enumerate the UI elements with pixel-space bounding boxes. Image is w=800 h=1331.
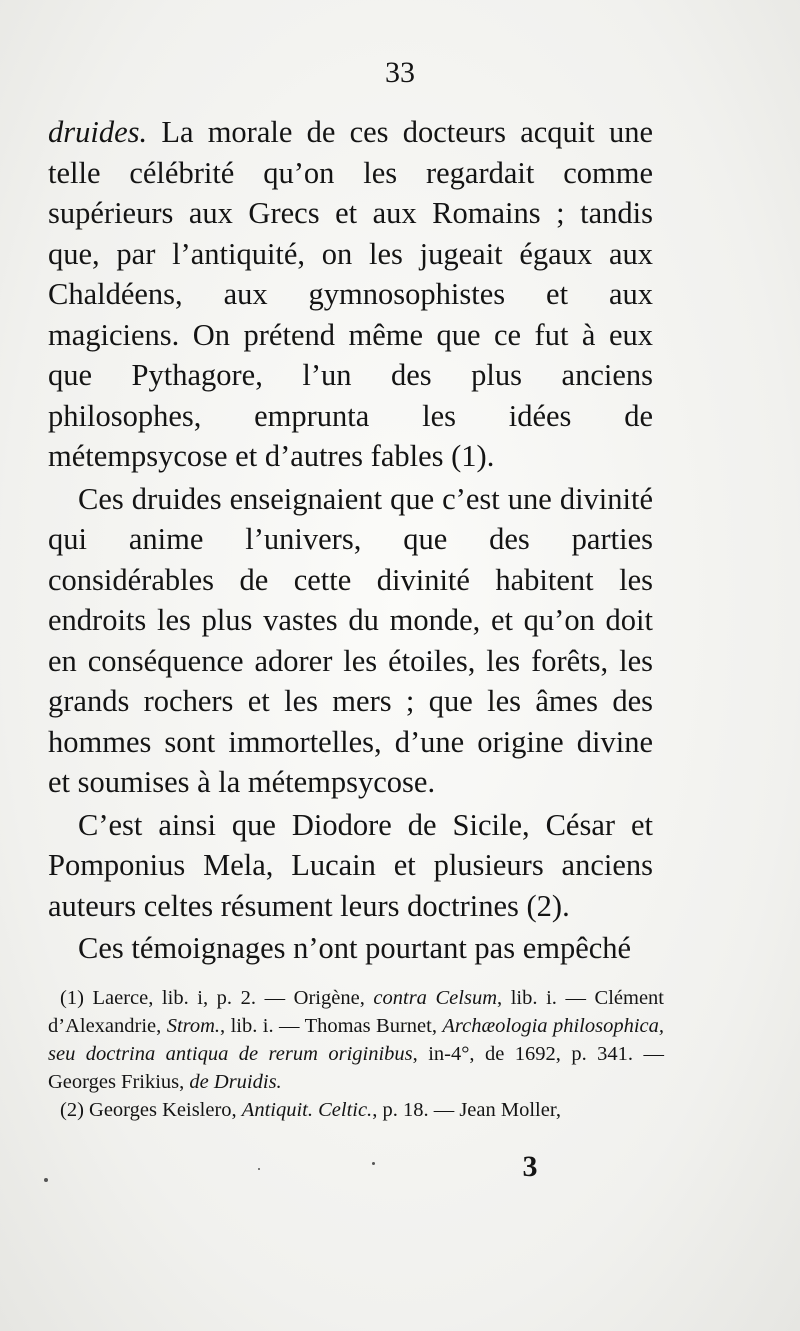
signature-mark: 3: [522, 1150, 538, 1183]
footnote-2-text: , p. 18. — Jean Moller,: [372, 1099, 561, 1121]
footnote-1-title: de Druidis.: [189, 1071, 282, 1093]
footnote-2: [48, 1096, 664, 1124]
paragraph-4: Ces témoignages n’ont pourtant pas empêché: [78, 931, 632, 965]
body-text: [48, 112, 653, 969]
paragraph-2: Ces druides enseignaient que c’est une divinité qui anime l’univers, que des parties considérables de cette divinité habitent les endroits les plus vastes du monde, et qu’on doit en conséquence adorer les étoiles, les forêts, les grands rochers et les mers ; que les âmes des hommes sont immortelles, d’une origine divine et soumises à la métempsycose.: [48, 481, 653, 799]
ink-speck: [258, 1168, 260, 1170]
footnotes: [48, 984, 664, 1124]
ink-speck: [372, 1162, 375, 1165]
paragraph-3: C’est ainsi que Diodore de Sicile, César et Pomponius Mela, Lucain et plusieurs anciens auteurs celtes résument leurs doctrines (2).: [48, 807, 653, 923]
footnote-1-text: , lib. i. — Thomas Burnet,: [220, 1015, 443, 1037]
footnote-1-text: , in-4°, de 1692, p. 341. — Georges Frikius,: [48, 1043, 664, 1093]
footnote-1-text: , lib. i. — Clément d’Alexandrie,: [48, 987, 665, 1037]
footnote-1-text: (1) Laerce, lib. i, p. 2. — Origène,: [60, 987, 374, 1009]
footnote-2-title: Antiquit. Celtic.: [241, 1099, 373, 1121]
ink-speck: [44, 1178, 48, 1182]
paragraph-1-lead: druides.: [48, 115, 148, 149]
page-number: 33: [385, 56, 415, 89]
footnote-2-text: (2) Georges Keislero,: [60, 1099, 242, 1121]
footnote-1: [48, 984, 664, 1096]
footnote-1-title: Archæologia philosophica, seu doctrina antiqua de rerum originibus: [48, 1015, 664, 1065]
footnote-1-title: Strom.: [166, 1015, 221, 1037]
paragraph-1-text: La morale de ces docteurs acquit une telle célébrité qu’on les regardait comme supérieurs aux Grecs et aux Romains ; tandis que, par l’antiquité, on les jugeait égaux aux Chaldéens, aux gymnosophistes et aux magiciens. On prétend même que ce fut à eux que Pythagore, l’un des plus anciens philosophes, emprunta les idées de métempsycose et d’autres fables (1).: [48, 115, 653, 473]
footnote-1-title: contra Celsum: [373, 987, 498, 1009]
paragraph-1: [48, 112, 653, 477]
